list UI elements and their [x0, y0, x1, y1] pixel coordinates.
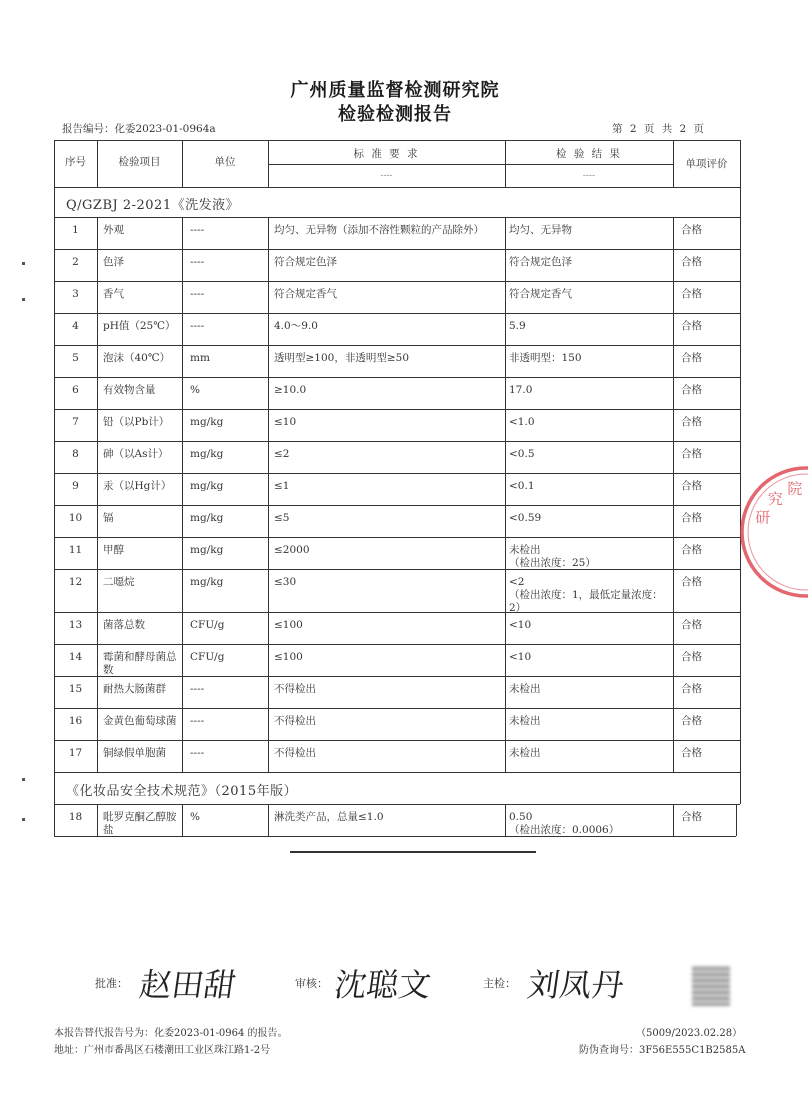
cell-evaluation: 合格 — [681, 224, 702, 236]
cell-no: 17 — [68, 747, 83, 759]
cell-no: 13 — [68, 619, 83, 631]
col-header-item: 检验项目 — [118, 156, 161, 168]
table-rule — [268, 612, 269, 644]
cell-unit: mg/kg — [190, 448, 224, 460]
table-rule — [54, 313, 740, 314]
table-rule — [505, 612, 506, 644]
page-info: 第 2 页 共 2 页 — [612, 123, 705, 135]
cell-no: 7 — [72, 416, 79, 428]
cell-evaluation: 合格 — [681, 448, 702, 460]
table-rule — [97, 377, 98, 409]
cell-no: 4 — [72, 320, 79, 332]
main-inspector-label: 主检： — [483, 977, 516, 990]
cell-no: 3 — [72, 288, 79, 300]
table-rule — [54, 772, 55, 804]
cell-result: 未检出 — [509, 544, 541, 556]
cell-result-note: （检出浓度：25） — [509, 557, 596, 569]
table-rule — [97, 569, 98, 612]
cell-result: <0.1 — [509, 480, 535, 492]
cell-item: 砷（以As计） — [103, 448, 169, 460]
report-number — [62, 121, 216, 136]
table-rule — [740, 313, 741, 345]
table-rule — [182, 377, 183, 409]
table-rule — [740, 676, 741, 708]
cell-result: <0.5 — [509, 448, 535, 460]
cell-standard: ≤1 — [274, 480, 290, 492]
report-number-value: 化委2023-01-0964a — [114, 123, 216, 135]
cell-standard: 不得检出 — [274, 747, 316, 759]
table-rule — [97, 409, 98, 441]
margin-mark — [22, 262, 25, 265]
table-rule — [97, 644, 98, 676]
cell-unit: ---- — [190, 320, 205, 332]
cell-item: 霉菌和酵母菌总数 — [103, 651, 177, 676]
cell-item: 耐热大肠菌群 — [103, 683, 166, 695]
table-rule — [182, 676, 183, 708]
cell-result: <0.59 — [509, 512, 542, 524]
cell-no: 8 — [72, 448, 79, 460]
table-rule — [268, 740, 269, 772]
cell-evaluation: 合格 — [681, 352, 702, 364]
cell-unit: mg/kg — [190, 480, 224, 492]
cell-unit: CFU/g — [190, 651, 225, 663]
table-rule — [505, 537, 506, 569]
table-rule — [97, 249, 98, 281]
seal-icon — [718, 462, 808, 602]
cell-item: 甲醇 — [103, 544, 124, 556]
cell-evaluation: 合格 — [681, 288, 702, 300]
table-rule — [673, 644, 674, 676]
table-rule — [505, 217, 506, 249]
cell-no: 9 — [72, 480, 79, 492]
cell-result: 未检出 — [509, 747, 541, 759]
cell-evaluation: 合格 — [681, 384, 702, 396]
table-rule — [54, 281, 740, 282]
table-rule — [268, 377, 269, 409]
table-rule — [182, 249, 183, 281]
cell-item: 铜绿假单胞菌 — [103, 747, 166, 759]
table-rule — [673, 537, 674, 569]
table-rule — [54, 441, 740, 442]
table-rule — [268, 644, 269, 676]
table-rule — [54, 772, 740, 773]
margin-mark — [22, 778, 25, 781]
cell-result: 符合规定色泽 — [509, 256, 572, 268]
org-name: 广州质量监督检测研究院 — [290, 80, 500, 101]
table-rule — [505, 345, 506, 377]
cell-unit: ---- — [190, 256, 205, 268]
cell-no: 16 — [68, 715, 83, 727]
table-rule — [182, 644, 183, 676]
table-rule — [268, 505, 269, 537]
table-rule — [673, 708, 674, 740]
address: 地址：广州市番禺区石楼潮田工业区珠江路1-2号 — [54, 1045, 271, 1056]
cell-unit: ---- — [190, 224, 205, 236]
table-rule — [97, 740, 98, 772]
cell-evaluation: 合格 — [681, 683, 702, 695]
table-rule — [182, 708, 183, 740]
approve-label: 批准： — [95, 977, 128, 990]
cell-result-note: （检出浓度：1，最低定量浓度：2） — [509, 589, 663, 614]
cell-standard: 不得检出 — [274, 683, 316, 695]
table-rule — [268, 473, 269, 505]
cell-result: <10 — [509, 619, 532, 631]
cell-no: 12 — [68, 576, 83, 588]
seal-char: 院 — [787, 479, 803, 498]
cell-item: 二噁烷 — [103, 576, 135, 588]
table-rule — [740, 217, 741, 249]
table-rule — [97, 676, 98, 708]
table-rule — [268, 441, 269, 473]
table-rule — [182, 804, 183, 836]
margin-mark — [22, 818, 25, 821]
table-rule — [673, 804, 674, 836]
cell-standard: ≤10 — [274, 416, 297, 428]
cell-unit: ---- — [190, 747, 205, 759]
cell-standard: ≤30 — [274, 576, 297, 588]
cell-unit: mg/kg — [190, 512, 224, 524]
table-rule — [673, 473, 674, 505]
table-rule — [673, 345, 674, 377]
cell-no: 11 — [68, 544, 83, 556]
review-signature: 沈聪文 — [332, 966, 434, 1004]
table-rule — [268, 313, 269, 345]
table-rule — [673, 612, 674, 644]
cell-standard: 淋洗类产品，总量≤1.0 — [274, 811, 384, 823]
table-rule — [505, 804, 506, 836]
cell-result: 未检出 — [509, 715, 541, 727]
table-rule — [740, 409, 741, 441]
table-rule — [54, 345, 740, 346]
cell-item: 外观 — [103, 224, 124, 236]
cell-evaluation: 合格 — [681, 256, 702, 268]
cell-unit: mg/kg — [190, 416, 224, 428]
table-rule — [740, 708, 741, 740]
cell-result: <1.0 — [509, 416, 535, 428]
table-rule — [182, 537, 183, 569]
table-rule — [97, 505, 98, 537]
cell-no: 14 — [68, 651, 83, 663]
cell-result: 未检出 — [509, 683, 541, 695]
cell-evaluation: 合格 — [681, 651, 702, 663]
table-rule — [268, 804, 269, 836]
cell-evaluation: 合格 — [681, 715, 702, 727]
table-rule — [673, 377, 674, 409]
table-rule — [673, 505, 674, 537]
table-rule — [740, 249, 741, 281]
table-rule — [54, 409, 740, 410]
cell-result: <10 — [509, 651, 532, 663]
cell-result: 0.50 — [509, 811, 533, 823]
table-rule — [182, 217, 183, 249]
table-rule — [740, 644, 741, 676]
cell-unit: mm — [190, 352, 210, 364]
table-rule — [97, 313, 98, 345]
table-rule — [54, 644, 740, 645]
cell-unit: ---- — [190, 288, 205, 300]
table-rule — [54, 187, 740, 188]
cell-result: 均匀、无异物 — [509, 224, 572, 236]
col-subheader-standard: ---- — [380, 171, 393, 181]
cell-unit: ---- — [190, 683, 205, 695]
cell-evaluation: 合格 — [681, 544, 702, 556]
table-rule — [54, 505, 740, 506]
table-rule — [268, 676, 269, 708]
table-rule — [673, 676, 674, 708]
table-rule — [505, 644, 506, 676]
table-rule — [505, 473, 506, 505]
table-rule — [673, 313, 674, 345]
table-rule — [97, 804, 98, 836]
table-rule — [54, 377, 740, 378]
cell-evaluation: 合格 — [681, 320, 702, 332]
cell-no: 1 — [72, 224, 79, 236]
table-rule — [505, 441, 506, 473]
col-header-no: 序号 — [65, 156, 86, 168]
table-rule — [505, 569, 506, 612]
table-rule — [505, 505, 506, 537]
cell-item: 泡沫（40℃） — [103, 352, 171, 364]
table-rule — [268, 409, 269, 441]
cell-result-note: （检出浓度：0.0006） — [509, 824, 620, 836]
table-rule — [268, 345, 269, 377]
cell-result: <2 — [509, 576, 525, 588]
table-rule — [182, 612, 183, 644]
cell-unit: mg/kg — [190, 544, 224, 556]
table-rule — [54, 537, 740, 538]
table-rule — [740, 612, 741, 644]
col-header-evaluation: 单项评价 — [685, 158, 728, 170]
table-rule — [505, 313, 506, 345]
table-rule — [54, 249, 740, 250]
doc-title: 检验检测报告 — [338, 104, 452, 125]
main-inspector-signature: 刘凤丹 — [525, 966, 627, 1004]
col-subheader-result: ---- — [582, 171, 596, 181]
table-rule — [182, 345, 183, 377]
table-rule — [268, 537, 269, 569]
cell-item: 铅（以Pb计） — [103, 416, 170, 428]
cell-standard: 不得检出 — [274, 715, 316, 727]
cell-item: 镉 — [103, 512, 114, 524]
approve-signature: 赵田甜 — [137, 966, 239, 1004]
table-rule — [505, 676, 506, 708]
table-rule — [54, 217, 740, 218]
margin-mark — [22, 298, 25, 301]
table-rule — [673, 441, 674, 473]
cell-unit: CFU/g — [190, 619, 225, 631]
cell-result: 5.9 — [509, 320, 526, 332]
seal-stamp — [718, 462, 808, 602]
table-rule — [182, 473, 183, 505]
table-rule — [505, 409, 506, 441]
col-header-unit: 单位 — [214, 156, 236, 168]
cell-item: 汞（以Hg计） — [103, 480, 172, 492]
table-rule — [97, 537, 98, 569]
table-rule — [54, 140, 740, 141]
cell-evaluation: 合格 — [681, 747, 702, 759]
table-rule — [97, 612, 98, 644]
table-rule — [740, 140, 741, 187]
table-rule — [268, 569, 269, 612]
cell-standard: 4.0～9.0 — [274, 320, 318, 332]
table-rule — [54, 187, 55, 217]
table-rule — [673, 409, 674, 441]
table-rule — [268, 708, 269, 740]
cell-unit: ---- — [190, 715, 205, 727]
cell-standard: ≤100 — [274, 619, 303, 631]
cell-evaluation: 合格 — [681, 416, 702, 428]
table-rule — [97, 281, 98, 313]
cell-result: 符合规定香气 — [509, 288, 572, 300]
table-rule — [740, 772, 741, 804]
end-rule — [290, 851, 536, 853]
table-rule — [182, 441, 183, 473]
cell-standard: 符合规定色泽 — [274, 256, 337, 268]
table-rule — [673, 740, 674, 772]
cell-evaluation: 合格 — [681, 512, 702, 524]
cell-item: 香气 — [103, 288, 124, 300]
table-rule — [505, 377, 506, 409]
cell-item: 菌落总数 — [103, 619, 145, 631]
cell-result: 非透明型：150 — [509, 352, 582, 364]
table-rule — [268, 281, 269, 313]
cell-item: 色泽 — [103, 256, 124, 268]
cell-unit: mg/kg — [190, 576, 224, 588]
cell-item: pH值（25℃） — [103, 320, 176, 332]
cell-standard: 均匀、无异物（添加不溶性颗粒的产品除外） — [274, 224, 484, 236]
table-rule — [182, 569, 183, 612]
table-rule — [182, 740, 183, 772]
table-rule — [740, 281, 741, 313]
qr-code — [692, 966, 730, 1006]
table-rule — [97, 473, 98, 505]
cell-no: 2 — [72, 256, 79, 268]
cell-evaluation: 合格 — [681, 576, 702, 588]
cell-evaluation: 合格 — [681, 811, 702, 823]
table-rule — [182, 281, 183, 313]
cell-no: 5 — [72, 352, 79, 364]
table-rule — [182, 409, 183, 441]
report-number-label: 报告编号： — [62, 123, 115, 135]
cell-result: 17.0 — [509, 384, 533, 396]
table-rule — [505, 740, 506, 772]
section-title-regulation: 《化妆品安全技术规范》（2015年版） — [66, 784, 298, 799]
table-rule — [740, 345, 741, 377]
cell-unit: % — [190, 811, 200, 823]
table-rule — [182, 313, 183, 345]
cell-no: 6 — [72, 384, 79, 396]
table-rule — [673, 281, 674, 313]
col-header-standard: 标 准 要 求 — [353, 148, 420, 160]
cell-standard: ≤100 — [274, 651, 303, 663]
seal-char: 研 — [755, 508, 771, 527]
cell-evaluation: 合格 — [681, 480, 702, 492]
table-rule — [97, 345, 98, 377]
table-rule — [740, 187, 741, 217]
anti-fake-code: 防伪查询号：3F56E555C1B2585A — [579, 1045, 746, 1056]
table-rule — [268, 217, 269, 249]
table-rule — [54, 708, 740, 709]
table-rule — [740, 377, 741, 409]
table-rule — [505, 708, 506, 740]
cell-no: 15 — [68, 683, 83, 695]
replace-note: 本报告替代报告号为：化委2023-01-0964 的报告。 — [54, 1028, 288, 1039]
table-rule — [54, 740, 740, 741]
col-header-result: 检 验 结 果 — [555, 148, 622, 160]
cell-evaluation: 合格 — [681, 619, 702, 631]
cell-standard: ≤5 — [274, 512, 290, 524]
cell-no: 18 — [68, 811, 83, 823]
review-label: 审核： — [295, 977, 328, 990]
table-rule — [97, 217, 98, 249]
table-rule — [736, 804, 737, 836]
table-rule — [505, 249, 506, 281]
table-rule — [673, 217, 674, 249]
table-rule — [740, 740, 741, 772]
doc-code: （5009/2023.02.28） — [636, 1028, 743, 1039]
table-rule — [97, 441, 98, 473]
seal-char: 究 — [767, 489, 783, 508]
table-rule — [54, 804, 740, 805]
cell-item: 有效物含量 — [103, 384, 156, 396]
cell-standard: 符合规定香气 — [274, 288, 337, 300]
table-rule — [54, 473, 740, 474]
cell-standard: ≤2 — [274, 448, 290, 460]
cell-item: 吡罗克酮乙醇胺盐 — [103, 811, 177, 836]
section-title-standard: Q/GZBJ 2-2021《洗发液》 — [66, 198, 240, 213]
table-rule — [505, 281, 506, 313]
cell-item: 金黄色葡萄球菌 — [103, 715, 177, 727]
table-rule — [97, 708, 98, 740]
table-rule — [673, 249, 674, 281]
cell-standard: 透明型≥100，非透明型≥50 — [274, 352, 409, 364]
table-rule — [182, 505, 183, 537]
cell-standard: ≥10.0 — [274, 384, 307, 396]
table-rule — [268, 164, 673, 165]
cell-unit: % — [190, 384, 200, 396]
cell-no: 10 — [68, 512, 83, 524]
table-rule — [673, 569, 674, 612]
table-rule — [268, 249, 269, 281]
cell-standard: ≤2000 — [274, 544, 310, 556]
